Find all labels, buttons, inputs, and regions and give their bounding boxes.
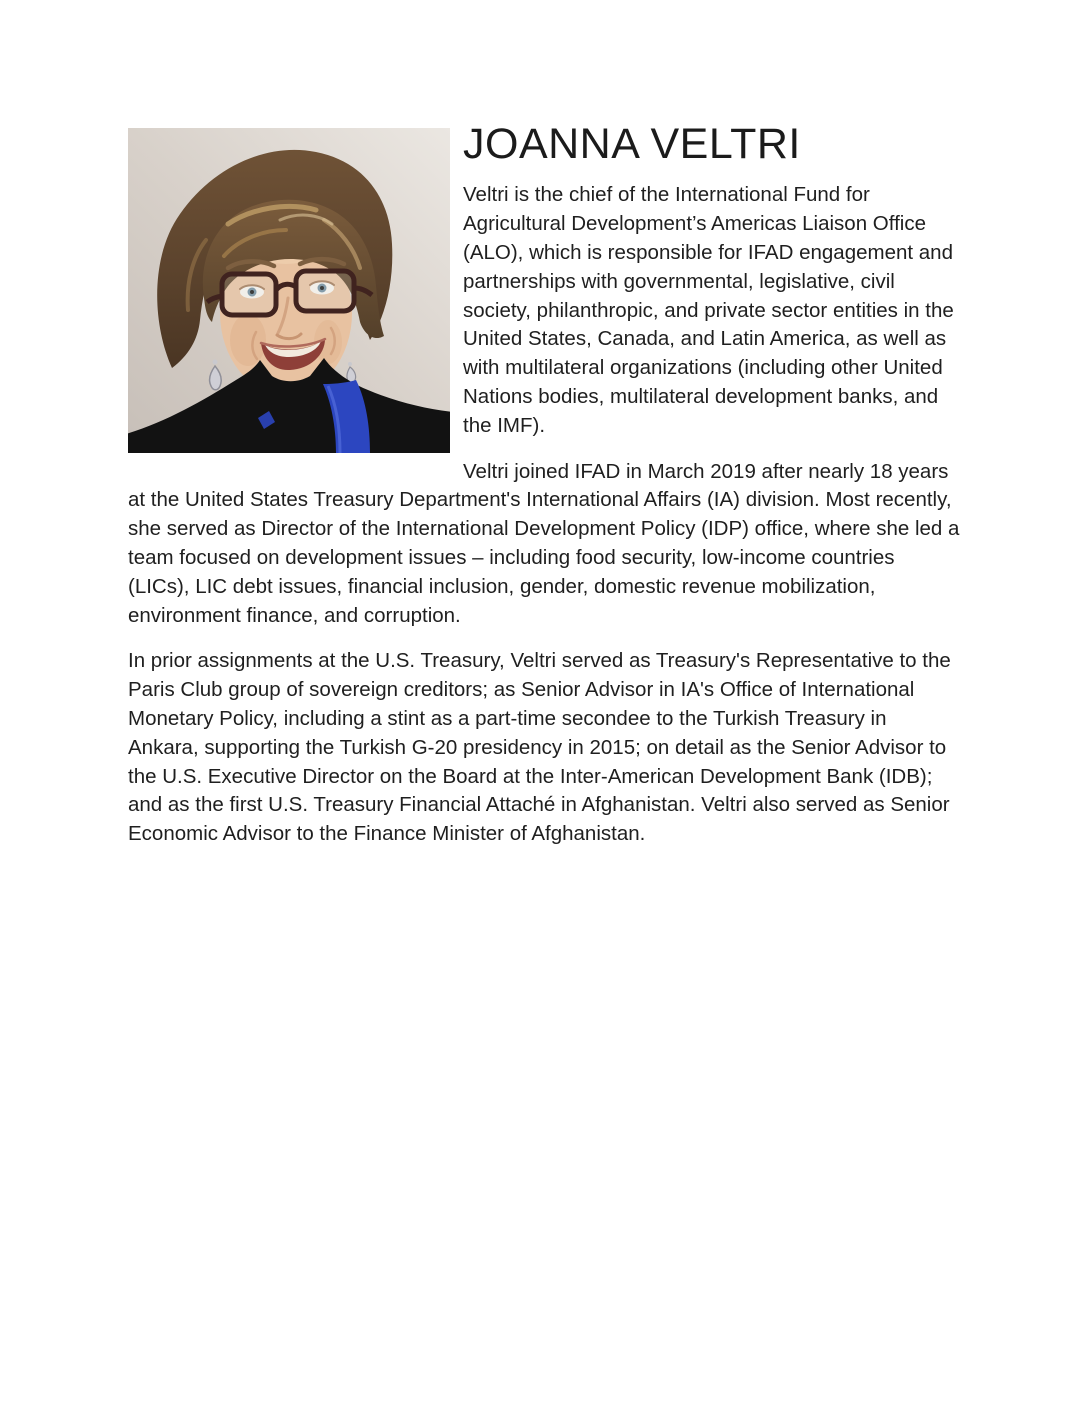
bio-paragraph-1: Veltri is the chief of the International Fund for Agricultural Development’s Americas Liaison Office (ALO), which is responsible for IFAD engagement and partnerships with governmental, legislative, civil society, philanthropic, and private sector entities in the United States, Canada, and Latin America, as well as with multilateral organizations (including other United Nations bodies, multilateral development banks, and the IMF). [463,183,954,437]
bio-paragraph-2: Veltri joined IFAD in March 2019 after nearly 18 years at the United States Treasury Department's International Affairs (IA) division. Most recently, she served as Director of the International Development Policy (IDP) office, where she led a team focused on development issues – including food security, low-income countries (LICs), LIC debt issues, financial inclusion, gender, domestic revenue mobilization, environment finance, and corruption. [128,459,960,627]
page-title: JOANNA VELTRI [463,120,801,168]
woman-portrait-illustration [128,128,450,453]
bio-paragraph-3: In prior assignments at the U.S. Treasury, Veltri served as Treasury's Representative to the Paris Club group of sovereign creditors; as Senior Advisor in IA's Office of International Monetary Policy, including a stint as a part-time secondee to the Turkish Treasury in Ankara, supporting the Turkish G-20 presidency in 2015; on detail as the Senior Advisor to the U.S. Executive Director on the Board at the Inter-American Development Bank (IDB); and as the first U.S. Treasury Financial Attaché in Afghanistan. Veltri also served as Senior Economic Advisor to the Finance Minister of Afghanistan. [128,649,951,846]
portrait-photo [128,128,450,453]
